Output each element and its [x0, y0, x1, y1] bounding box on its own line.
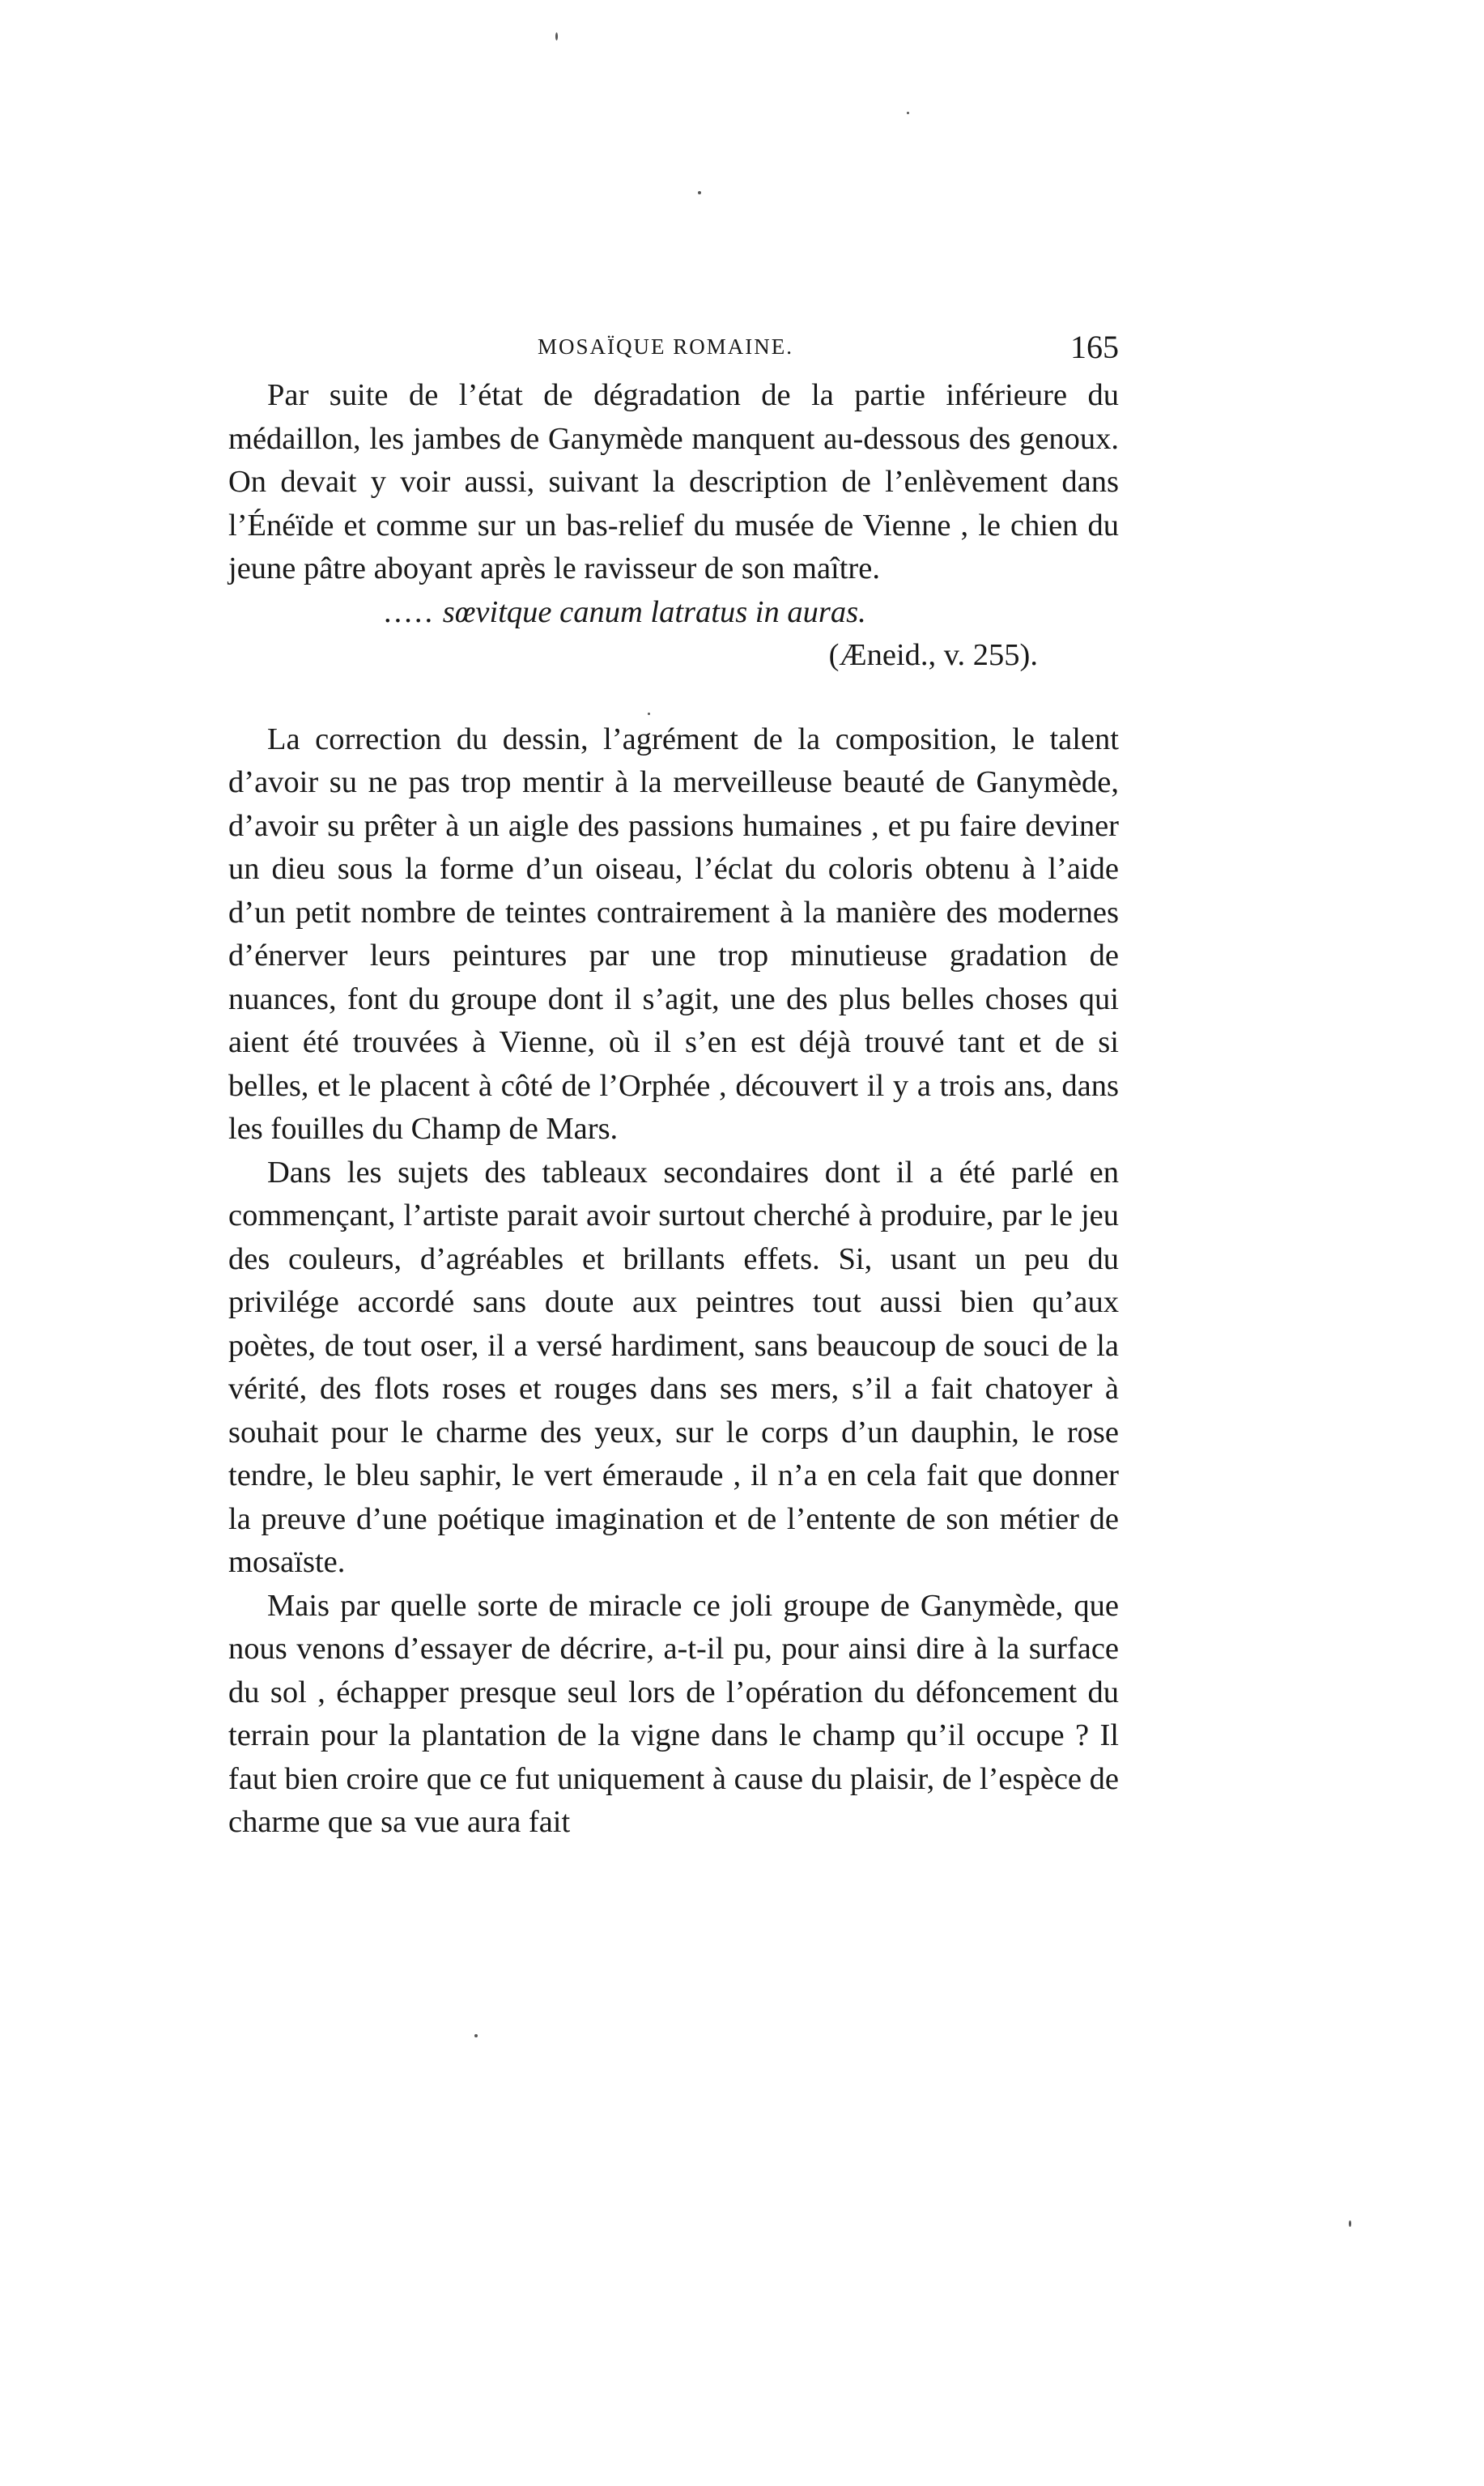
- page-number: 165: [1070, 329, 1119, 365]
- quotation-text: sœvitque canum latratus in auras.: [442, 594, 866, 629]
- paragraph-4: Mais par quelle sorte de miracle ce joli groupe de Ganymède, que nous venons d’essayer de décrire, a-t-il pu, pour ainsi dire à la surface du sol , échapper presque seul lors de l’opération du défoncement du terrain pour la plantation de la vigne dans le champ qu’il occupe ? Il faut bien croire que ce fut uniquement à cause du plaisir, de l’espèce de charme que sa vue aura fait: [228, 1588, 1119, 1839]
- paragraph-2: La correction du dessin, l’agrément de la composition, le talent d’avoir su ne pas trop mentir à la merveilleuse beauté de Ganymède, d’avoir su prêter à un aigle des passions humaines , et pu faire deviner un dieu sous la forme d’un oiseau, l’éclat du coloris obtenu à l’aide d’un petit nombre de teintes contrairement à la manière des modernes d’énerver leurs peintures par une trop minutieuse gradation de nuances, font du groupe dont il s’agit, une des plus belles choses qui aient été trouvées à Vienne, où il s’en est déjà trouvé tant et de si belles, et le placent à côté de l’Orphée , découvert il y a trois ans, dans les fouilles du Champ de Mars.: [228, 722, 1119, 1146]
- scan-speck: [555, 32, 558, 40]
- scan-speck: [698, 191, 701, 194]
- latin-quotation: [228, 591, 1119, 635]
- scan-speck: [474, 2034, 478, 2037]
- paragraph-3: Dans les sujets des tableaux secondaires dont il a été parlé en commençant, l’artiste parait avoir surtout cherché à produire, par le jeu des couleurs, d’agréables et brillants effets. Si, usant un peu du privilége accordé sans doute aux peintres tout aussi bien qu’aux poètes, de tout oser, il a versé hardiment, sans beaucoup de souci de la vérité, des flots roses et rouges dans ses mers, s’il a fait chatoyer à souhait pour le charme des yeux, sur le corps d’un dauphin, le rose tendre, le bleu saphir, le vert émeraude , il n’a en cela fait que donner la preuve d’une poétique imagination et de l’entente de son métier de mosaïste.: [228, 1155, 1119, 1579]
- paragraph-1: Par suite de l’état de dégradation de la partie inférieure du médaillon, les jambes de Ganymède manquent au-dessous des genoux. On devait y voir aussi, suivant la description de l’enlèvement dans l’Énéïde et comme sur un bas-relief du musée de Vienne , le chien du jeune pâtre aboyant après le ravisseur de son maître.: [228, 378, 1119, 585]
- citation: (Æneid., v. 255).: [828, 638, 1038, 672]
- body-text: [228, 374, 1119, 1845]
- scan-speck: [907, 112, 909, 114]
- scan-speck: [1349, 2220, 1351, 2227]
- quotation-ellipsis: .....: [384, 594, 436, 629]
- scan-speck: [648, 713, 650, 715]
- running-header: [228, 328, 1119, 377]
- running-title: MOSAÏQUE ROMAINE.: [538, 334, 793, 359]
